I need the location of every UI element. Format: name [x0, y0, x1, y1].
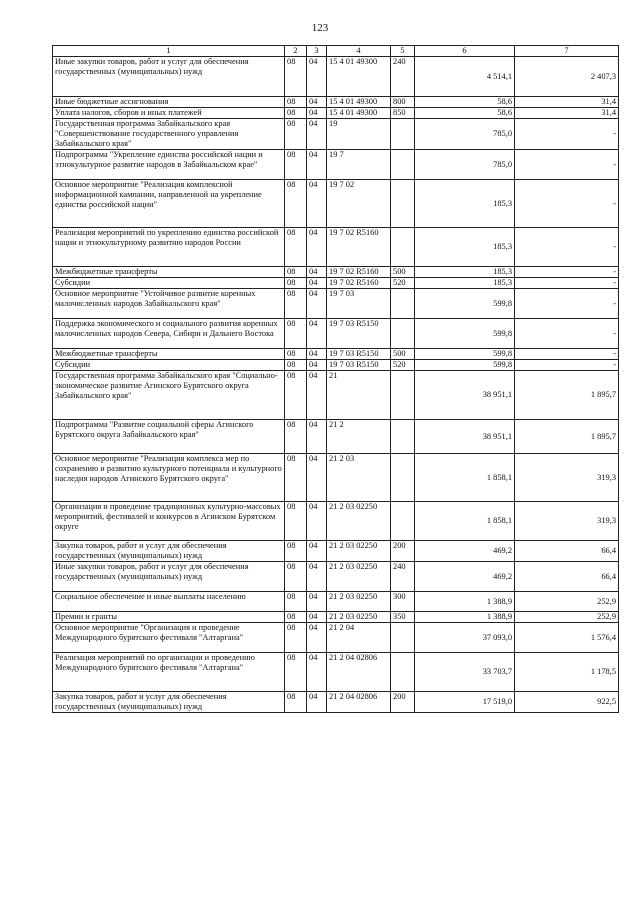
row-name: Основное мероприятие "Реализация комплекса мер по сохранению и развитию культурного потенциала и культурного наследия народов Агинского Бурятского округа"	[53, 454, 285, 502]
row-vr	[391, 502, 415, 541]
row-rz: 08	[285, 420, 307, 454]
row-name: Межбюджетные трансферты	[53, 349, 285, 360]
row-pr: 04	[307, 541, 327, 562]
row-amount-1: 38 951,1	[415, 420, 515, 454]
row-csr: 21 2 03 02250	[327, 502, 391, 541]
row-csr: 21 2 04	[327, 623, 391, 653]
row-rz: 08	[285, 119, 307, 150]
row-rz: 08	[285, 562, 307, 592]
row-vr	[391, 228, 415, 267]
column-header: 5	[391, 46, 415, 57]
table-row	[53, 150, 619, 180]
row-amount-1: 58,6	[415, 97, 515, 108]
row-amount-2: 66,4	[515, 562, 619, 592]
row-csr: 19 7 03 R5150	[327, 349, 391, 360]
row-pr: 04	[307, 319, 327, 349]
row-amount-1: 1 388,9	[415, 592, 515, 612]
row-pr: 04	[307, 371, 327, 420]
row-csr: 19 7 02 R5160	[327, 278, 391, 289]
row-amount-1: 469,2	[415, 562, 515, 592]
row-rz: 08	[285, 319, 307, 349]
row-vr: 240	[391, 562, 415, 592]
row-name: Закупка товаров, работ и услуг для обеспечения государственных (муниципальных) нужд	[53, 692, 285, 713]
row-vr: 500	[391, 349, 415, 360]
row-amount-1: 33 703,7	[415, 653, 515, 692]
row-vr: 520	[391, 360, 415, 371]
column-header: 2	[285, 46, 307, 57]
row-name: Иные бюджетные ассигнования	[53, 97, 285, 108]
row-rz: 08	[285, 623, 307, 653]
row-amount-2: 252,9	[515, 612, 619, 623]
row-name: Организация и проведение традиционных культурно-массовых мероприятий, фестивалей и конкурсов в Агинском Бурятском округе	[53, 502, 285, 541]
row-csr: 21	[327, 371, 391, 420]
row-amount-1: 17 519,0	[415, 692, 515, 713]
row-csr: 15 4 01 49300	[327, 97, 391, 108]
table-row	[53, 289, 619, 319]
table-row	[53, 541, 619, 562]
row-pr: 04	[307, 57, 327, 97]
row-csr: 21 2 03	[327, 454, 391, 502]
row-rz: 08	[285, 349, 307, 360]
row-pr: 04	[307, 502, 327, 541]
row-csr: 19 7	[327, 150, 391, 180]
row-rz: 08	[285, 692, 307, 713]
row-name: Премии и гранты	[53, 612, 285, 623]
row-csr: 21 2 03 02250	[327, 612, 391, 623]
row-vr: 520	[391, 278, 415, 289]
row-amount-1: 785,0	[415, 119, 515, 150]
row-vr	[391, 623, 415, 653]
row-vr	[391, 150, 415, 180]
row-csr: 15 4 01 49300	[327, 57, 391, 97]
row-name: Основное мероприятие "Организация и проведение Международного бурятского фестиваля "Алтаргана"	[53, 623, 285, 653]
row-rz: 08	[285, 108, 307, 119]
row-name: Государственная программа Забайкальского края "Совершенствование государственного управления Забайкальского края"	[53, 119, 285, 150]
row-amount-1: 185,3	[415, 278, 515, 289]
row-amount-2: -	[515, 150, 619, 180]
table-row	[53, 267, 619, 278]
row-amount-2: -	[515, 267, 619, 278]
row-pr: 04	[307, 692, 327, 713]
row-csr: 19 7 02 R5160	[327, 267, 391, 278]
row-name: Основное мероприятие "Устойчивое развитие коренных малочисленных народов Забайкальского края"	[53, 289, 285, 319]
row-pr: 04	[307, 454, 327, 502]
row-amount-2: -	[515, 119, 619, 150]
column-header: 4	[327, 46, 391, 57]
row-rz: 08	[285, 592, 307, 612]
row-vr: 200	[391, 692, 415, 713]
row-csr: 21 2 04 02806	[327, 653, 391, 692]
row-vr: 350	[391, 612, 415, 623]
row-pr: 04	[307, 228, 327, 267]
table-row	[53, 653, 619, 692]
row-amount-2: 31,4	[515, 97, 619, 108]
row-csr: 19 7 03 R5150	[327, 319, 391, 349]
row-vr	[391, 319, 415, 349]
row-csr: 21 2 04 02806	[327, 692, 391, 713]
table-row	[53, 420, 619, 454]
row-pr: 04	[307, 360, 327, 371]
row-amount-1: 785,0	[415, 150, 515, 180]
row-csr: 21 2 03 02250	[327, 541, 391, 562]
row-csr: 15 4 01 49300	[327, 108, 391, 119]
row-amount-1: 37 093,0	[415, 623, 515, 653]
table-row	[53, 623, 619, 653]
column-header: 3	[307, 46, 327, 57]
table-row	[53, 692, 619, 713]
row-amount-2: 1 576,4	[515, 623, 619, 653]
row-name: Подпрограмма "Укрепление единства российской нации и этнокультурное развитие народов в Забайкальском крае"	[53, 150, 285, 180]
row-amount-2: 2 407,3	[515, 57, 619, 97]
row-amount-2: 66,4	[515, 541, 619, 562]
row-csr: 21 2 03 02250	[327, 562, 391, 592]
row-pr: 04	[307, 289, 327, 319]
row-rz: 08	[285, 612, 307, 623]
row-rz: 08	[285, 150, 307, 180]
row-vr	[391, 454, 415, 502]
row-rz: 08	[285, 360, 307, 371]
row-name: Уплата налогов, сборов и иных платежей	[53, 108, 285, 119]
row-vr: 240	[391, 57, 415, 97]
row-name: Закупка товаров, работ и услуг для обеспечения государственных (муниципальных) нужд	[53, 541, 285, 562]
row-vr	[391, 289, 415, 319]
row-amount-2: 1 895,7	[515, 371, 619, 420]
row-amount-2: 252,9	[515, 592, 619, 612]
table-row	[53, 278, 619, 289]
row-name: Реализация мероприятий по укреплению единства российской нации и этнокультурному развитию народов России	[53, 228, 285, 267]
row-vr	[391, 420, 415, 454]
row-vr: 300	[391, 592, 415, 612]
table-row	[53, 502, 619, 541]
row-csr: 19 7 03	[327, 289, 391, 319]
row-name: Поддержка экономического и социального развития коренных малочисленных народов Севера, Сибири и Дальнего Востока	[53, 319, 285, 349]
row-csr: 19 7 02 R5160	[327, 228, 391, 267]
row-amount-1: 4 514,1	[415, 57, 515, 97]
row-amount-2: 1 895,7	[515, 420, 619, 454]
row-vr: 800	[391, 97, 415, 108]
row-csr: 19 7 02	[327, 180, 391, 228]
row-name: Субсидии	[53, 360, 285, 371]
page-number: 123	[311, 22, 329, 34]
row-pr: 04	[307, 119, 327, 150]
row-vr: 500	[391, 267, 415, 278]
row-amount-1: 185,3	[415, 180, 515, 228]
row-name: Социальное обеспечение и иные выплаты населению	[53, 592, 285, 612]
table-row	[53, 360, 619, 371]
row-vr	[391, 180, 415, 228]
table-row	[53, 180, 619, 228]
table-row	[53, 349, 619, 360]
row-rz: 08	[285, 267, 307, 278]
row-amount-2: 1 178,5	[515, 653, 619, 692]
row-rz: 08	[285, 97, 307, 108]
row-pr: 04	[307, 150, 327, 180]
column-header: 6	[415, 46, 515, 57]
row-name: Субсидии	[53, 278, 285, 289]
table-body	[53, 46, 619, 713]
row-pr: 04	[307, 653, 327, 692]
row-rz: 08	[285, 180, 307, 228]
row-pr: 04	[307, 562, 327, 592]
row-pr: 04	[307, 592, 327, 612]
row-rz: 08	[285, 454, 307, 502]
table-row	[53, 97, 619, 108]
row-csr: 19	[327, 119, 391, 150]
row-vr	[391, 653, 415, 692]
column-header: 1	[53, 46, 285, 57]
table-row	[53, 612, 619, 623]
row-pr: 04	[307, 612, 327, 623]
row-pr: 04	[307, 278, 327, 289]
row-vr: 200	[391, 541, 415, 562]
row-rz: 08	[285, 57, 307, 97]
budget-table	[52, 45, 619, 713]
row-pr: 04	[307, 180, 327, 228]
row-amount-2: -	[515, 360, 619, 371]
row-amount-1: 599,8	[415, 349, 515, 360]
row-amount-2: 319,3	[515, 502, 619, 541]
row-csr: 19 7 03 R5150	[327, 360, 391, 371]
row-pr: 04	[307, 108, 327, 119]
row-rz: 08	[285, 371, 307, 420]
table-row	[53, 454, 619, 502]
row-amount-1: 58,6	[415, 108, 515, 119]
row-rz: 08	[285, 541, 307, 562]
row-amount-2: -	[515, 349, 619, 360]
table-row	[53, 371, 619, 420]
row-amount-1: 1 858,1	[415, 454, 515, 502]
row-rz: 08	[285, 278, 307, 289]
row-amount-1: 185,3	[415, 228, 515, 267]
row-rz: 08	[285, 502, 307, 541]
row-amount-1: 599,8	[415, 289, 515, 319]
row-name: Основное мероприятие "Реализация комплексной информационной кампании, направленной на укрепление единства российской нации"	[53, 180, 285, 228]
row-csr: 21 2	[327, 420, 391, 454]
row-amount-1: 185,3	[415, 267, 515, 278]
table-row	[53, 592, 619, 612]
table-row	[53, 562, 619, 592]
table-row	[53, 319, 619, 349]
row-amount-1: 599,8	[415, 319, 515, 349]
row-amount-1: 38 951,1	[415, 371, 515, 420]
row-pr: 04	[307, 267, 327, 278]
row-amount-2: 922,5	[515, 692, 619, 713]
row-name: Государственная программа Забайкальского края "Социально-экономическое развитие Агинского Бурятского округа Забайкальского края"	[53, 371, 285, 420]
row-name: Иные закупки товаров, работ и услуг для обеспечения государственных (муниципальных) нужд	[53, 562, 285, 592]
row-amount-2: 31,4	[515, 108, 619, 119]
row-vr	[391, 371, 415, 420]
row-amount-1: 1 858,1	[415, 502, 515, 541]
row-amount-1: 599,8	[415, 360, 515, 371]
row-amount-2: -	[515, 319, 619, 349]
row-amount-2: 319,3	[515, 454, 619, 502]
row-csr: 21 2 03 02250	[327, 592, 391, 612]
row-pr: 04	[307, 623, 327, 653]
table-row	[53, 108, 619, 119]
row-amount-1: 1 388,9	[415, 612, 515, 623]
table-row	[53, 228, 619, 267]
row-vr	[391, 119, 415, 150]
row-name: Межбюджетные трансферты	[53, 267, 285, 278]
row-amount-2: -	[515, 228, 619, 267]
row-pr: 04	[307, 97, 327, 108]
row-pr: 04	[307, 349, 327, 360]
row-rz: 08	[285, 228, 307, 267]
row-name: Иные закупки товаров, работ и услуг для обеспечения государственных (муниципальных) нужд	[53, 57, 285, 97]
column-header: 7	[515, 46, 619, 57]
row-amount-1: 469,2	[415, 541, 515, 562]
table-row	[53, 57, 619, 97]
row-name: Подпрограмма "Развитие социальной сферы Агинского Бурятского округа Забайкальского края"	[53, 420, 285, 454]
row-amount-2: -	[515, 180, 619, 228]
row-amount-2: -	[515, 289, 619, 319]
row-pr: 04	[307, 420, 327, 454]
row-amount-2: -	[515, 278, 619, 289]
table-row	[53, 119, 619, 150]
row-name: Реализация мероприятий по организации и проведению Международного бурятского фестиваля "Алтаргана"	[53, 653, 285, 692]
row-vr: 850	[391, 108, 415, 119]
row-rz: 08	[285, 289, 307, 319]
table-header-row	[53, 46, 619, 57]
row-rz: 08	[285, 653, 307, 692]
